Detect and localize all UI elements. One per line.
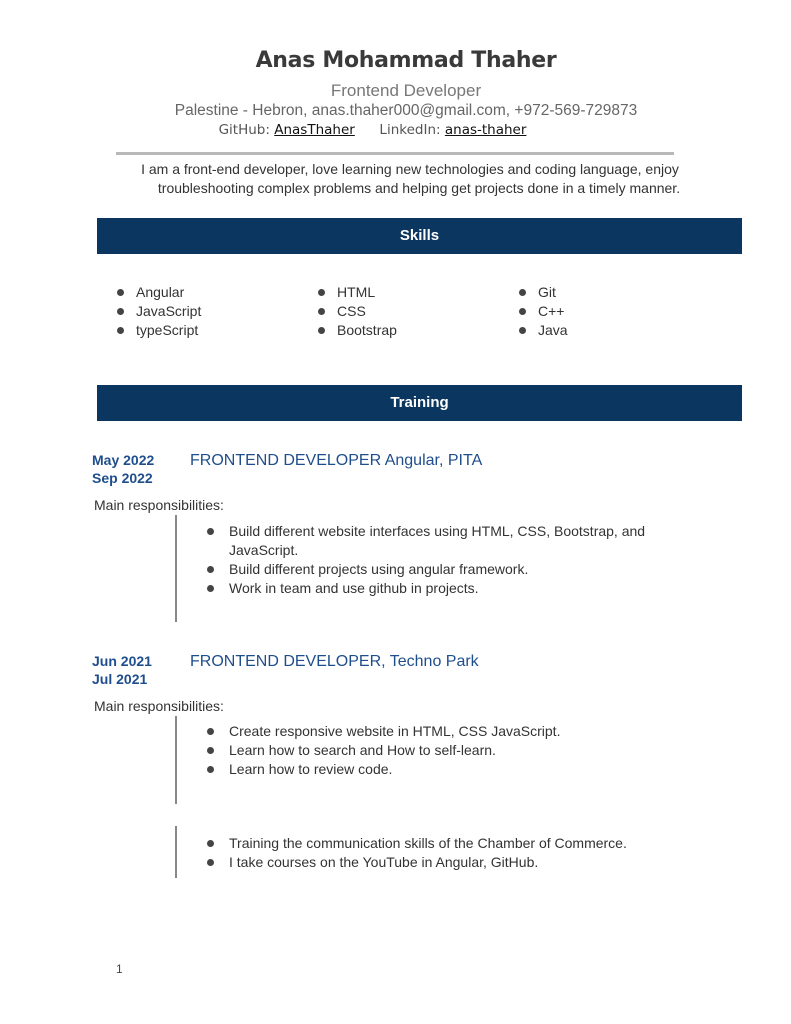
bullet-icon <box>318 327 325 334</box>
skill-item: CSS <box>318 302 498 321</box>
bullet-icon <box>207 728 214 735</box>
profile-links <box>0 122 745 138</box>
training-dates <box>92 451 154 487</box>
summary <box>110 160 710 198</box>
timeline-bar <box>175 515 177 622</box>
responsibility-item: Learn how to review code. <box>207 760 667 779</box>
bullet-icon <box>117 308 124 315</box>
skills-column-3 <box>519 283 699 340</box>
bullet-icon <box>318 289 325 296</box>
bullet-icon <box>519 289 526 296</box>
bullet-icon <box>519 308 526 315</box>
linkedin-label: LinkedIn: <box>379 122 441 138</box>
skill-item: Git <box>519 283 699 302</box>
skills-section-header: Skills <box>97 218 742 254</box>
skill-item: JavaScript <box>117 302 297 321</box>
skill-item: typeScript <box>117 321 297 340</box>
bullet-icon <box>519 327 526 334</box>
skill-item: Java <box>519 321 699 340</box>
start-date: Jun 2021 <box>92 653 152 669</box>
training-dates <box>92 652 152 688</box>
skill-item: C++ <box>519 302 699 321</box>
responsibility-item: Build different website interfaces using HTML, CSS, Bootstrap, and JavaScript. <box>207 522 667 560</box>
responsibility-item: Work in team and use github in projects. <box>207 579 667 598</box>
responsibility-item: Learn how to search and How to self-learn. <box>207 741 667 760</box>
responsibility-item: Build different projects using angular framework. <box>207 560 667 579</box>
extra-training-list <box>207 834 667 872</box>
summary-line-1: I am a front-end developer, love learning new technologies and coding language, enjoy <box>141 161 679 177</box>
timeline-bar <box>175 826 177 878</box>
summary-line-2: troubleshooting complex problems and helping get projects done in a timely manner. <box>157 180 681 196</box>
candidate-role: Frontend Developer <box>330 81 482 100</box>
page-number: 1 <box>116 962 123 976</box>
end-date: Jul 2021 <box>92 671 148 687</box>
bullet-icon <box>318 308 325 315</box>
timeline-bar <box>175 716 177 804</box>
responsibilities-list <box>207 522 667 598</box>
start-date: May 2022 <box>92 452 155 468</box>
skill-item: Angular <box>117 283 297 302</box>
bullet-icon <box>207 840 214 847</box>
training-title: FRONTEND DEVELOPER, Techno Park <box>190 653 479 670</box>
responsibilities-list <box>207 722 667 779</box>
bullet-icon <box>207 766 214 773</box>
skill-item: Bootstrap <box>318 321 498 340</box>
responsibility-item: Create responsive website in HTML, CSS JavaScript. <box>207 722 667 741</box>
bullet-icon <box>207 566 214 573</box>
skill-item: HTML <box>318 283 498 302</box>
bullet-icon <box>207 585 214 592</box>
end-date: Sep 2022 <box>92 470 153 486</box>
bullet-icon <box>207 528 214 535</box>
github-label: GitHub: <box>218 122 270 138</box>
training-title: FRONTEND DEVELOPER Angular, PITA <box>190 452 483 469</box>
bullet-icon <box>117 289 124 296</box>
bullet-icon <box>207 859 214 866</box>
responsibilities-label: Main responsibilities: <box>94 497 224 513</box>
contact-info: Palestine - Hebron, anas.thaher000@gmail.com, +972-569-729873 <box>174 102 638 119</box>
skills-column-1 <box>117 283 297 340</box>
header-divider <box>116 152 674 155</box>
candidate-name: Anas Mohammad Thaher <box>255 48 557 73</box>
responsibility-item: I take courses on the YouTube in Angular, GitHub. <box>207 853 667 872</box>
responsibility-item: Training the communication skills of the Chamber of Commerce. <box>207 834 667 853</box>
skills-column-2 <box>318 283 498 340</box>
bullet-icon <box>207 747 214 754</box>
linkedin-link[interactable]: anas-thaher <box>444 122 527 138</box>
responsibilities-label: Main responsibilities: <box>94 698 224 714</box>
github-link[interactable]: AnasThaher <box>274 122 355 138</box>
bullet-icon <box>117 327 124 334</box>
training-section-header: Training <box>97 385 742 421</box>
